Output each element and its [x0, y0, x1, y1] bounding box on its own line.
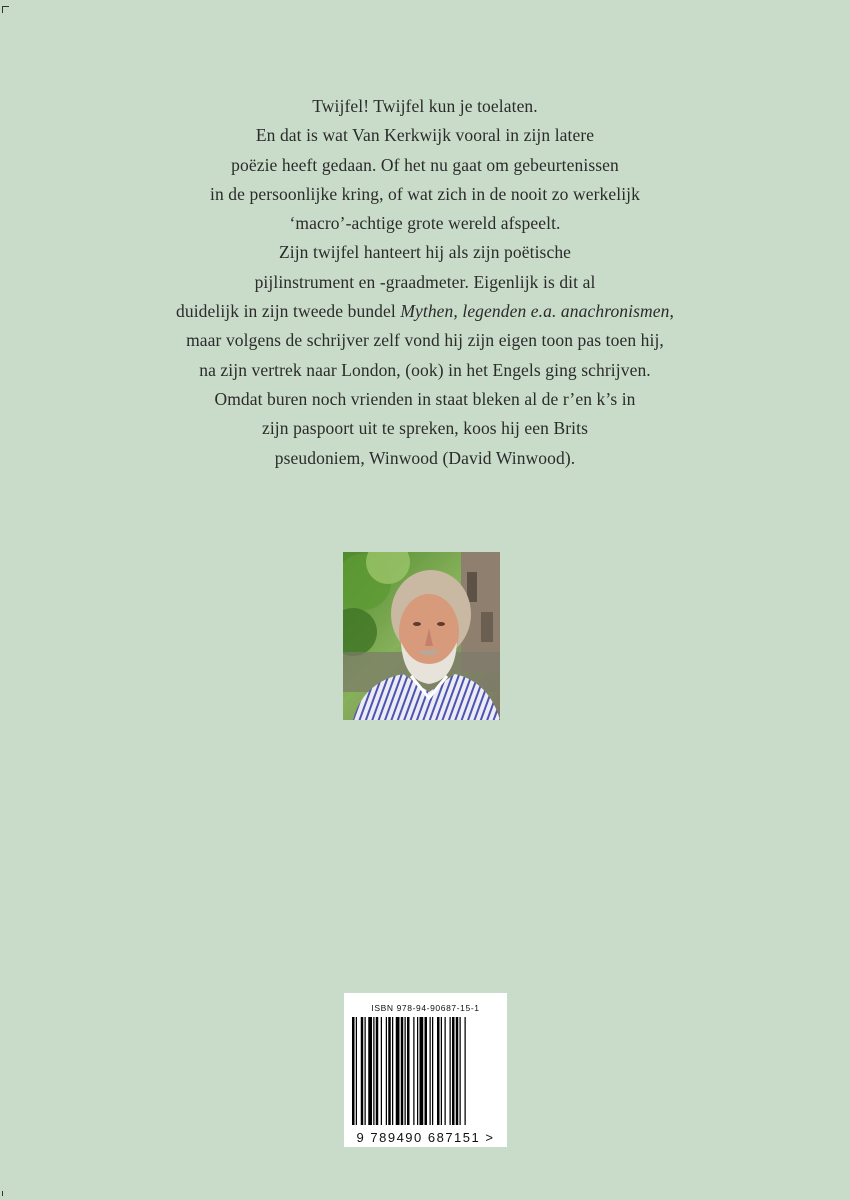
isbn-barcode: [344, 993, 507, 1147]
blurb-line: pseudoniem, Winwood (David Winwood).: [274, 447, 576, 468]
blurb-line: Twijfel! Twijfel kun je toelaten.: [312, 96, 538, 116]
barcode-bar: [373, 1017, 374, 1125]
blurb-line: En dat is wat Van Kerkwijk vooral in zijn latere: [255, 125, 595, 146]
back-cover-blurb: [100, 92, 750, 473]
barcode-bar: [396, 1017, 400, 1125]
crop-mark-bottom-left: [2, 1191, 9, 1196]
author-portrait-illustration: [343, 552, 500, 720]
barcode-bar: [430, 1017, 431, 1125]
barcode-bar: [401, 1017, 404, 1125]
barcode-bar: [405, 1017, 406, 1125]
blurb-line: Zijn twijfel hanteert hij als zijn poëtische: [278, 242, 572, 263]
crop-mark-top-left: [2, 6, 9, 13]
blurb-line: Omdat buren noch vrienden in staat bleken al de r’en k’s in: [214, 388, 636, 409]
barcode-bar: [361, 1017, 364, 1125]
book-title: Mythen, legenden e.a. anachronismen: [400, 301, 670, 322]
barcode-bar: [456, 1017, 459, 1125]
barcode-bar: [425, 1017, 428, 1125]
barcode-bar: [437, 1017, 440, 1125]
barcode-bar: [352, 1017, 355, 1125]
barcode-bar: [445, 1017, 446, 1125]
barcode-bar: [407, 1017, 410, 1125]
barcode-bar: [368, 1017, 372, 1125]
barcode-bar: [392, 1017, 393, 1125]
barcode-bar: [450, 1017, 451, 1125]
barcode-digits: 9 789490 687151 >: [346, 1130, 505, 1145]
blurb-line: na zijn vertrek naar London, (ook) in het Engels ging schrijven.: [199, 359, 651, 380]
blurb-line: [100, 297, 750, 326]
barcode-bar: [413, 1017, 414, 1125]
blurb-line: ‘macro’-achtige grote wereld afspeelt.: [289, 213, 561, 234]
barcode-bar: [376, 1017, 379, 1125]
barcode-bar: [452, 1017, 455, 1125]
barcode-bar: [381, 1017, 382, 1125]
blurb-text: ,: [669, 301, 674, 322]
isbn-label: ISBN 978-94-90687-15-1: [371, 1003, 480, 1013]
barcode-bar: [460, 1017, 461, 1125]
barcode-bar: [432, 1017, 433, 1125]
barcode-bar: [356, 1017, 357, 1125]
barcode-bar: [441, 1017, 442, 1125]
blurb-line: poëzie heeft gedaan. Of het nu gaat om gebeurtenissen: [231, 154, 619, 175]
barcode-bars: [350, 1017, 500, 1125]
blurb-line: zijn paspoort uit te spreken, koos hij een Brits: [261, 418, 589, 439]
blurb-line: in de persoonlijke kring, of wat zich in de nooit zo werkelijk: [210, 183, 640, 204]
blurb-line: pijlinstrument en -graadmeter. Eigenlijk is dit al: [254, 271, 596, 292]
blurb-line: maar volgens de schrijver zelf vond hij zijn eigen toon pas toen hij,: [186, 330, 664, 351]
barcode-bar: [420, 1017, 424, 1125]
barcode-bar: [388, 1017, 391, 1125]
blurb-text: duidelijk in zijn tweede bundel: [176, 301, 401, 322]
barcode-bar: [417, 1017, 418, 1125]
barcode-bar: [465, 1017, 466, 1125]
barcode-bar: [365, 1017, 366, 1125]
barcode-bar: [386, 1017, 387, 1125]
author-photo: [343, 552, 500, 720]
